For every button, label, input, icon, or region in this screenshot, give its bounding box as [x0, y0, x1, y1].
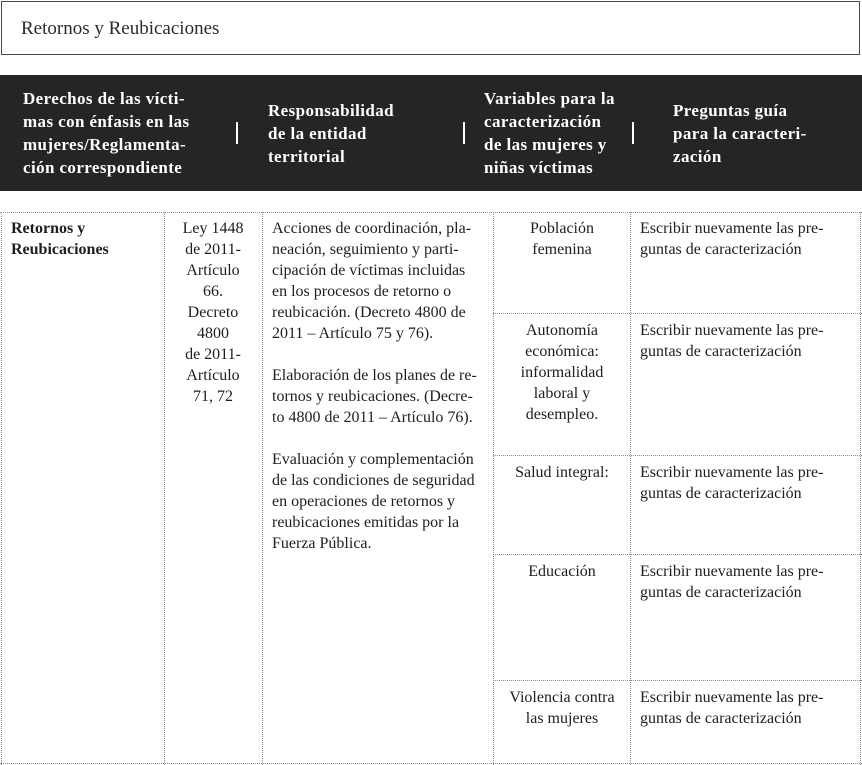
question-cell: Escribir nuevamente las pre- guntas de caracterización	[640, 220, 824, 258]
row-divider	[493, 554, 862, 555]
header-separator	[632, 122, 634, 144]
table-body	[0, 212, 862, 765]
responsibility-cell	[272, 218, 488, 575]
header-separator	[236, 122, 238, 144]
responsibility-paragraph: Elaboración de los planes de re- tornos y reubicaciones. (Decre- to 4800 de 2011 – Artículo 76).	[272, 367, 477, 426]
right-category-cell: Retornos y Reubicaciones	[11, 220, 109, 258]
table-header	[0, 75, 862, 191]
variable-cell: Población femenina	[530, 220, 594, 258]
column-divider	[262, 212, 263, 765]
column-divider	[493, 212, 494, 765]
section-title-box	[1, 1, 860, 55]
header-responsibility: Responsabilidad de la entidad territorial	[268, 101, 394, 166]
responsibility-paragraph: Acciones de coordinación, pla- neación, seguimiento y parti- cipación de víctimas incluidas en los procesos de retorno o reubicación. (Decreto 4800 de 2011 – Artículo 75 y 76).	[272, 220, 472, 342]
table-top-border	[0, 212, 862, 213]
question-cell: Escribir nuevamente las pre- guntas de caracterización	[640, 464, 824, 502]
column-divider	[630, 212, 631, 765]
header-separator	[463, 122, 465, 144]
section-title: Retornos y Reubicaciones	[21, 18, 220, 39]
variable-cell: Violencia contra las mujeres	[509, 689, 615, 727]
header-guiding-questions: Preguntas guía para la caracteri- zación	[673, 101, 807, 166]
variable-cell: Salud integral:	[515, 464, 609, 481]
question-cell: Escribir nuevamente las pre- guntas de caracterización	[640, 563, 824, 601]
responsibility-paragraph: Evaluación y complementación de las condiciones de seguridad en operaciones de retornos y reubicaciones emitidas por la Fuerza Pública.	[272, 451, 475, 552]
column-divider	[1, 212, 2, 765]
table-bottom-border	[0, 763, 862, 764]
header-rights-regulation: Derechos de las vícti- mas con énfasis en las mujeres/Reglamenta- ción correspondiente	[23, 89, 190, 177]
regulation-cell: Ley 1448 de 2011- Artículo 66. Decreto 4800 de 2011- Artículo 71, 72	[182, 220, 244, 405]
row-divider	[493, 680, 862, 681]
row-divider	[493, 313, 862, 314]
variable-cell: Educación	[528, 563, 596, 580]
column-divider	[860, 212, 861, 765]
question-cell: Escribir nuevamente las pre- guntas de caracterización	[640, 322, 824, 360]
row-divider	[493, 455, 862, 456]
question-cell: Escribir nuevamente las pre- guntas de caracterización	[640, 689, 824, 727]
variable-cell: Autonomía económica: informalidad laboral y desempleo.	[520, 322, 604, 423]
header-variables: Variables para la caracterización de las mujeres y niñas víctimas	[484, 89, 615, 177]
